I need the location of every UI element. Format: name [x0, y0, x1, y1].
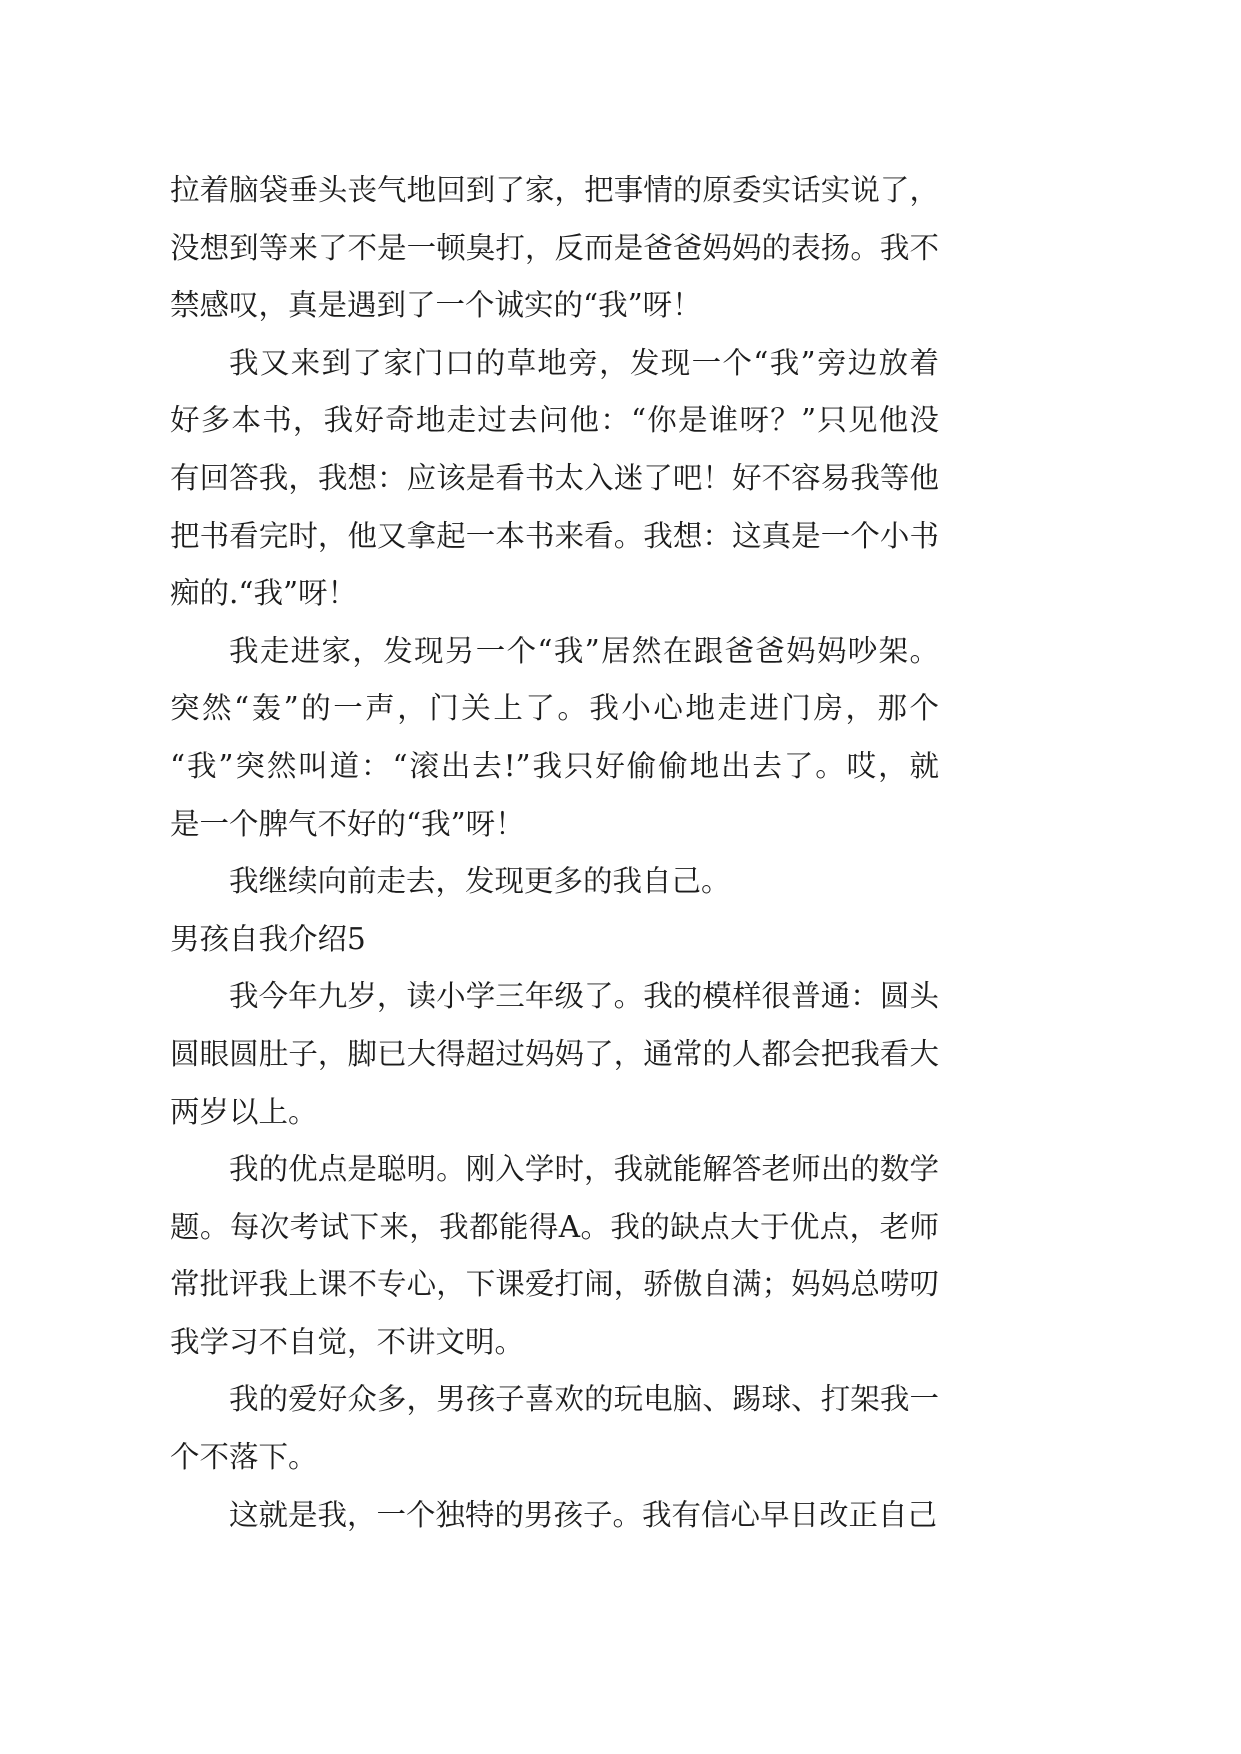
text-line: 我的优点是聪明。刚入学时，我就能解答老师出的数学 — [229, 1152, 939, 1187]
text-line: 禁感叹，真是遇到了一个诚实的“我”呀！ — [170, 288, 702, 323]
text-line: 把书看完时，他又拿起一本书来看。我想：这真是一个小书 — [170, 518, 939, 553]
text-line: 我今年九岁，读小学三年级了。我的模样很普通：圆头 — [229, 979, 939, 1014]
text-line: 个不落下。 — [170, 1440, 318, 1475]
text-line: 是一个脾气不好的“我”呀！ — [170, 806, 525, 841]
text-line: 题。每次考试下来，我都能得A。我的缺点大于优点，老师 — [170, 1209, 939, 1244]
text-line: 没想到等来了不是一顿臭打，反而是爸爸妈妈的表扬。我不 — [170, 230, 939, 265]
text-line: 这就是我，一个独特的男孩子。我有信心早日改正自己 — [229, 1497, 938, 1532]
paragraph — [170, 335, 939, 623]
text-line: 我又来到了家门口的草地旁，发现一个“我”旁边放着 — [229, 345, 939, 380]
text-line: 常批评我上课不专心，下课爱打闹，骄傲自满；妈妈总唠叨 — [170, 1267, 939, 1302]
text-line: 好多本书，我好奇地走过去问他：“你是谁呀？”只见他没 — [170, 403, 939, 438]
paragraph — [170, 623, 939, 853]
text-line: 我学习不自觉，不讲文明。 — [170, 1324, 525, 1359]
paragraph — [170, 1487, 939, 1545]
text-line: 我走进家，发现另一个“我”居然在跟爸爸妈妈吵架。 — [229, 633, 939, 668]
text-column — [170, 162, 939, 1544]
paragraph — [170, 162, 939, 335]
paragraph — [170, 968, 939, 1141]
paragraph — [170, 1371, 939, 1486]
text-line: 我继续向前走去，发现更多的我自己。 — [229, 864, 731, 899]
section-heading: 男孩自我介绍5 — [170, 921, 366, 956]
text-line: 圆眼圆肚子，脚已大得超过妈妈了，通常的人都会把我看大 — [170, 1036, 939, 1071]
text-line: 拉着脑袋垂头丧气地回到了家，把事情的原委实话实说了， — [170, 173, 939, 207]
paragraph — [170, 1141, 939, 1371]
text-line: 有回答我，我想：应该是看书太入迷了吧！好不容易我等他 — [170, 460, 939, 495]
text-line: 痴的.“我”呀！ — [170, 576, 358, 611]
text-line: 我的爱好众多，男孩子喜欢的玩电脑、踢球、打架我一 — [229, 1382, 939, 1417]
paragraph — [170, 853, 939, 911]
text-line: 突然“轰”的一声，门关上了。我小心地走进门房，那个 — [170, 691, 939, 726]
text-line: 两岁以上。 — [170, 1094, 318, 1129]
text-line: “我”突然叫道：“滚出去!”我只好偷偷地出去了。哎，就 — [170, 748, 939, 783]
